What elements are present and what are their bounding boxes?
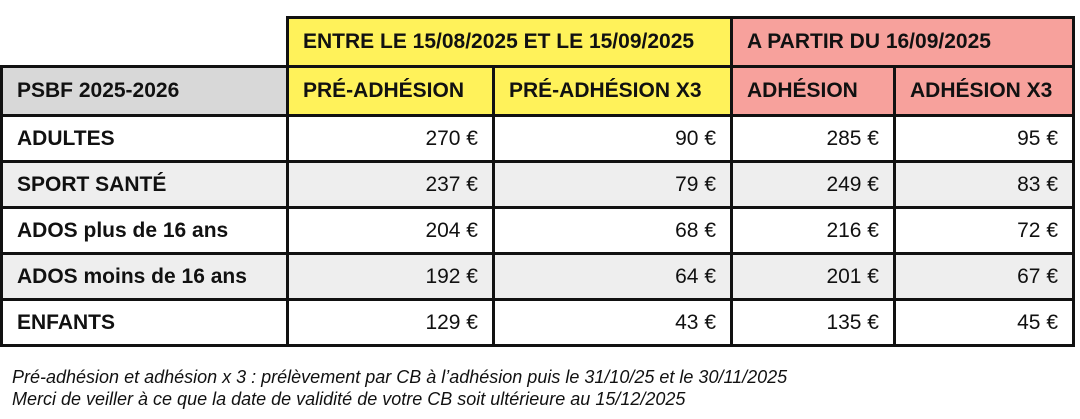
table-row: [2, 300, 1074, 346]
price-pre-adhesion: 192 €: [288, 254, 494, 300]
price-adhesion-x3: 67 €: [895, 254, 1074, 300]
column-header-row: [2, 67, 1074, 116]
price-adhesion: 216 €: [732, 208, 895, 254]
period-late-header: A PARTIR DU 16/09/2025: [732, 18, 1074, 67]
price-pre-adhesion-x3: 68 €: [494, 208, 732, 254]
price-adhesion-x3: 83 €: [895, 162, 1074, 208]
price-pre-adhesion: 204 €: [288, 208, 494, 254]
col-header-pre-adhesion-x3: PRÉ-ADHÉSION X3: [494, 67, 732, 116]
row-header-title: PSBF 2025-2026: [2, 67, 288, 116]
price-adhesion: 249 €: [732, 162, 895, 208]
price-adhesion-x3: 45 €: [895, 300, 1074, 346]
price-adhesion-x3: 95 €: [895, 116, 1074, 162]
row-label: ADULTES: [2, 116, 288, 162]
price-adhesion-x3: 72 €: [895, 208, 1074, 254]
price-adhesion: 135 €: [732, 300, 895, 346]
price-pre-adhesion: 237 €: [288, 162, 494, 208]
price-pre-adhesion-x3: 79 €: [494, 162, 732, 208]
col-header-adhesion: ADHÉSION: [732, 67, 895, 116]
row-label: ENFANTS: [2, 300, 288, 346]
table-row: [2, 254, 1074, 300]
price-pre-adhesion-x3: 90 €: [494, 116, 732, 162]
col-header-pre-adhesion: PRÉ-ADHÉSION: [288, 67, 494, 116]
col-header-adhesion-x3: ADHÉSION X3: [895, 67, 1074, 116]
table-row: [2, 208, 1074, 254]
footnotes: [12, 366, 787, 410]
empty-corner-cell: [2, 18, 288, 67]
table-row: [2, 116, 1074, 162]
price-pre-adhesion-x3: 43 €: [494, 300, 732, 346]
price-pre-adhesion-x3: 64 €: [494, 254, 732, 300]
row-label: SPORT SANTÉ: [2, 162, 288, 208]
price-adhesion: 201 €: [732, 254, 895, 300]
price-pre-adhesion: 129 €: [288, 300, 494, 346]
price-pre-adhesion: 270 €: [288, 116, 494, 162]
table-row: [2, 162, 1074, 208]
footnote-card-validity: Merci de veiller à ce que la date de validité de votre CB soit ultérieure au 15/12/2025: [12, 389, 686, 409]
footnote-payment: Pré-adhésion et adhésion x 3 : prélèvement par CB à l’adhésion puis le 31/10/25 et le 30/11/2025: [12, 367, 788, 387]
period-header-row: [2, 18, 1074, 67]
price-adhesion: 285 €: [732, 116, 895, 162]
row-label: ADOS plus de 16 ans: [2, 208, 288, 254]
pricing-table: [0, 16, 1075, 347]
period-early-header: ENTRE LE 15/08/2025 ET LE 15/09/2025: [288, 18, 732, 67]
row-label: ADOS moins de 16 ans: [2, 254, 288, 300]
